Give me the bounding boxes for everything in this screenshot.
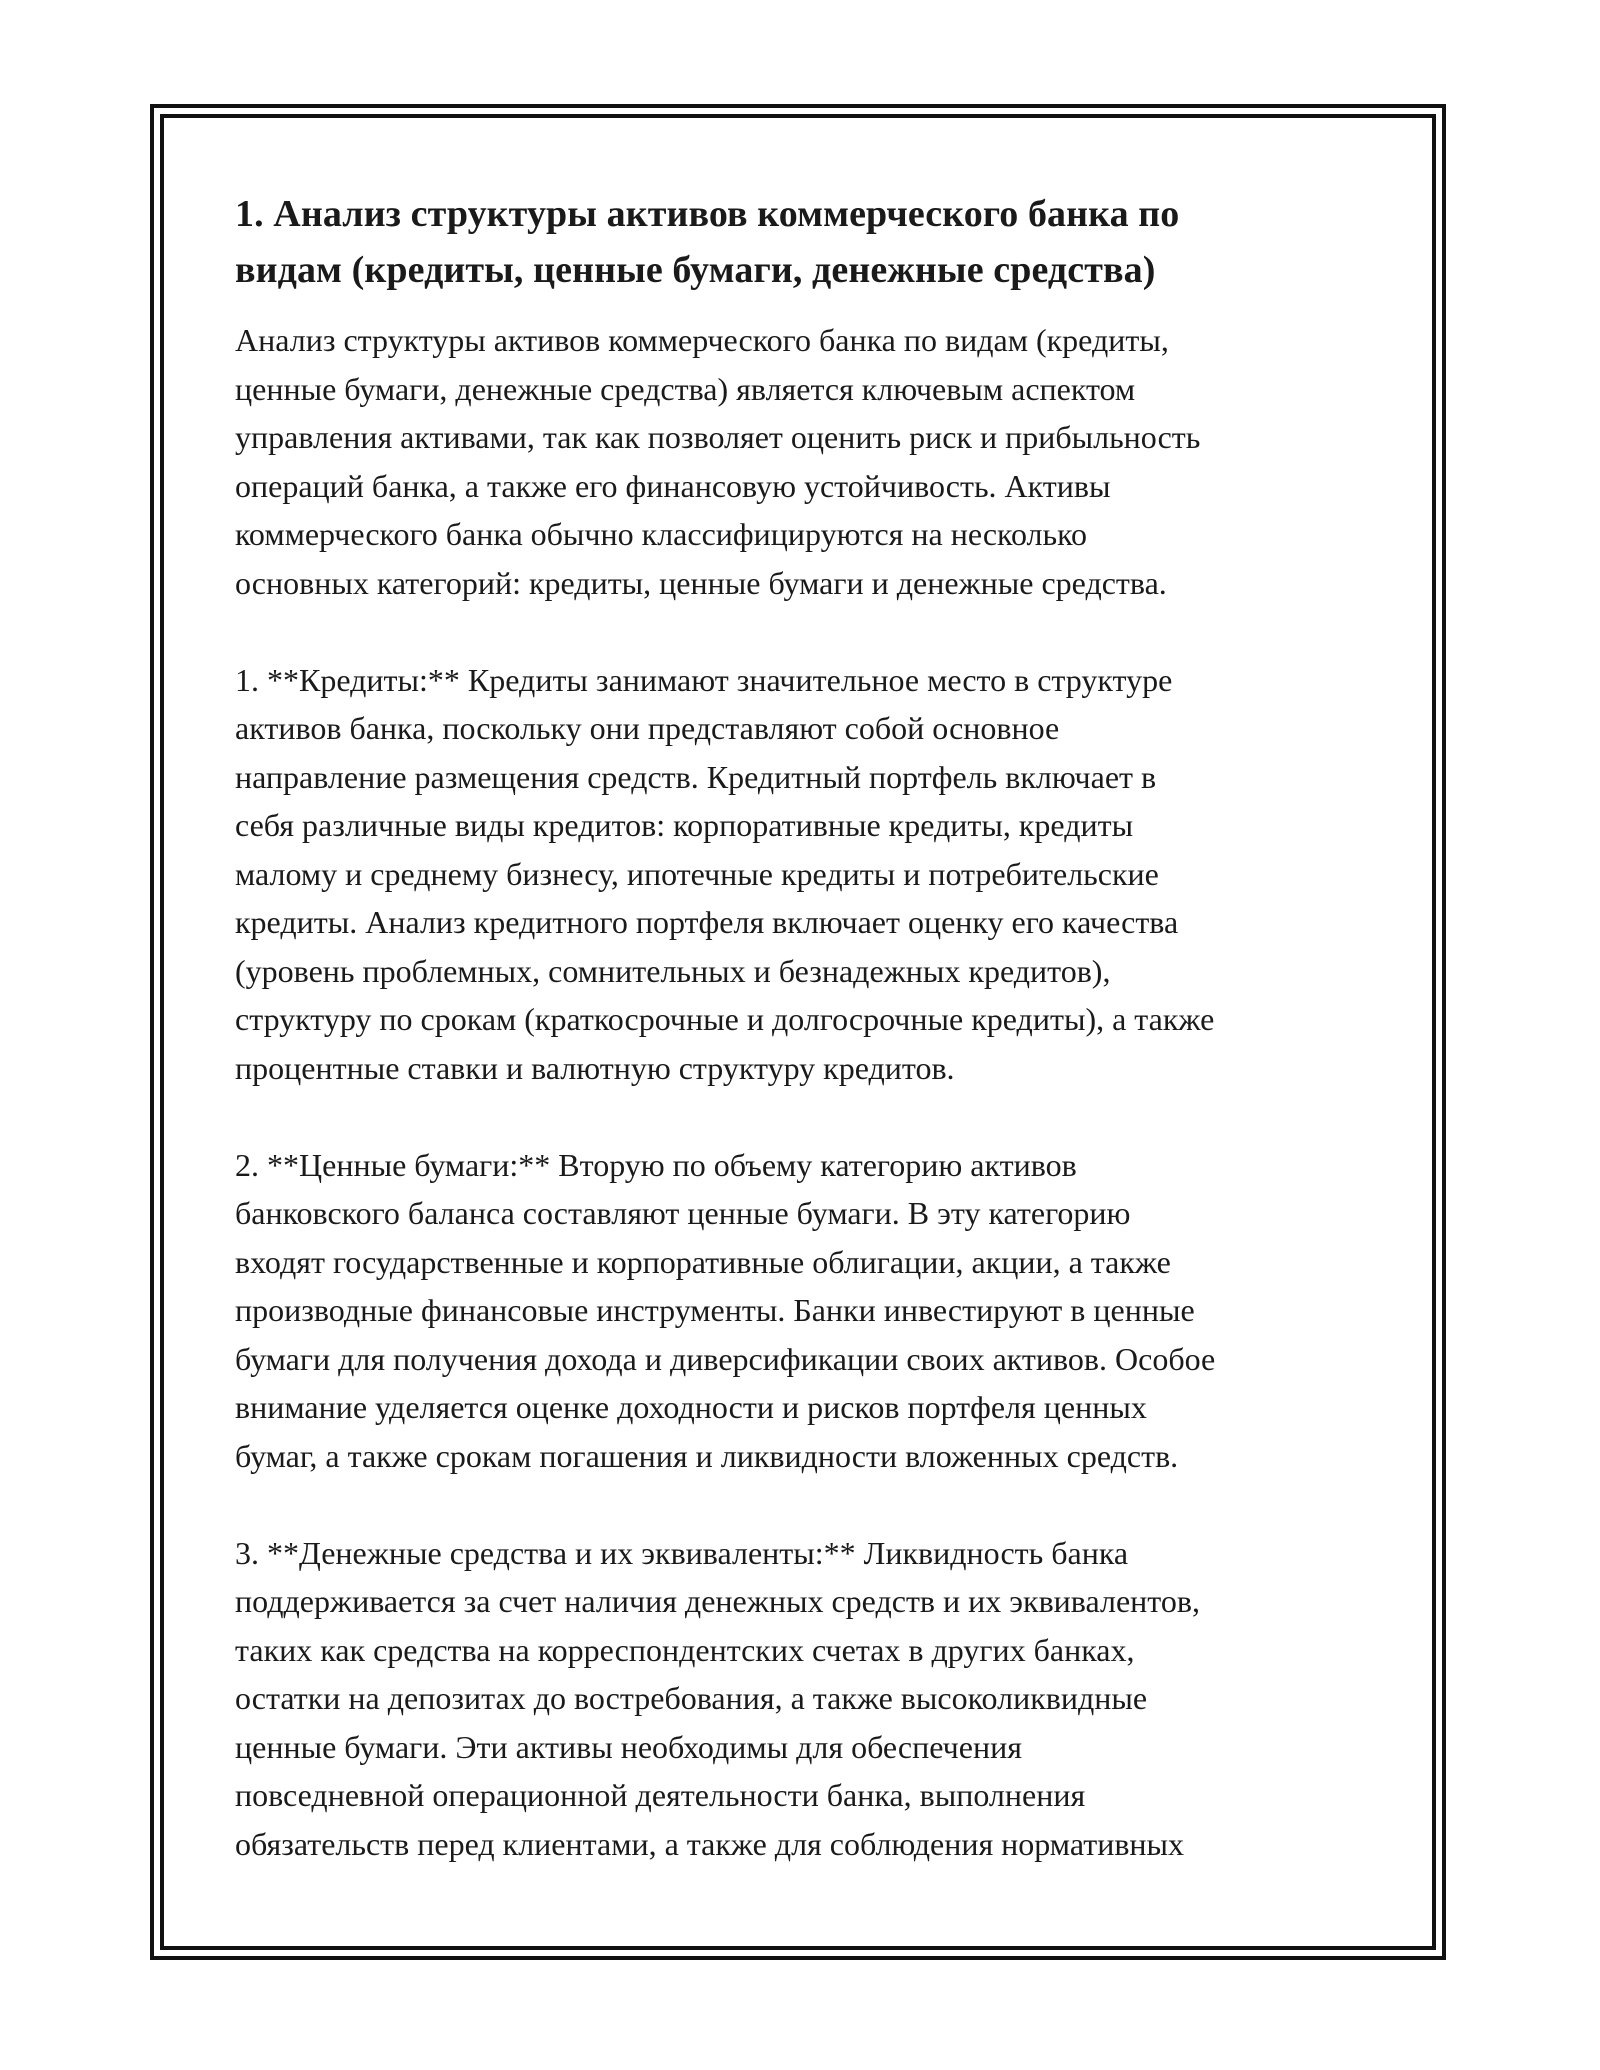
text-line: таких как средства на корреспондентских счетах в других банках, [235, 1631, 1135, 1668]
securities-paragraph [235, 1141, 1375, 1481]
text-line: кредиты. Анализ кредитного портфеля включает оценку его качества [235, 904, 1179, 940]
text-line: структуру по срокам (краткосрочные и долгосрочные кредиты), а также [235, 1001, 1215, 1037]
text-line: повседневной операционной деятельности банка, выполнения [235, 1777, 1086, 1813]
text-line: ценные бумаги. Эти активы необходимы для обеспечения [235, 1728, 1022, 1765]
heading-line: 1. Анализ структуры активов коммерческого банка по [235, 193, 1180, 235]
document-body [235, 186, 1375, 1868]
text-line: основных категорий: кредиты, ценные бумаги и денежные средства. [235, 564, 1167, 601]
text-line: входят государственные и корпоративные облигации, акции, а также [235, 1243, 1171, 1280]
credits-paragraph [235, 656, 1375, 1093]
text-line: внимание уделяется оценке доходности и рисков портфеля ценных [235, 1389, 1147, 1425]
text-line: управления активами, так как позволяет оценить риск и прибыльность [235, 419, 1201, 455]
text-line: ценные бумаги, денежные средства) является ключевым аспектом [235, 370, 1136, 407]
text-line: направление размещения средств. Кредитный портфель включает в [235, 758, 1157, 795]
text-line: бумаги для получения дохода и диверсификации своих активов. Особое [235, 1340, 1216, 1377]
text-line: банковского баланса составляют ценные бумаги. В эту категорию [235, 1195, 1131, 1231]
text-line: операций банка, а также его финансовую устойчивость. Активы [235, 467, 1111, 504]
text-line: себя различные виды кредитов: корпоративные кредиты, кредиты [235, 807, 1134, 843]
text-line: (уровень проблемных, сомнительных и безнадежных кредитов), [235, 952, 1111, 989]
text-line: производные финансовые инструменты. Банки инвестируют в ценные [235, 1292, 1195, 1328]
text-line: активов банка, поскольку они представляют собой основное [235, 710, 1060, 746]
text-line: процентные ставки и валютную структуру кредитов. [235, 1049, 955, 1086]
section-heading [235, 186, 1375, 298]
text-line: бумаг, а также срокам погашения и ликвидности вложенных средств. [235, 1437, 1179, 1474]
cash-paragraph [235, 1529, 1375, 1869]
text-line: остатки на депозитах до востребования, а также высоколиквидные [235, 1680, 1148, 1716]
text-line: 2. **Ценные бумаги:** Вторую по объему категорию активов [235, 1146, 1077, 1183]
heading-line: видам (кредиты, ценные бумаги, денежные средства) [235, 249, 1156, 291]
text-line: малому и среднему бизнесу, ипотечные кредиты и потребительские [235, 855, 1159, 892]
text-line: поддерживается за счет наличия денежных средств и их эквивалентов, [235, 1583, 1200, 1619]
text-line: обязательств перед клиентами, а также для соблюдения нормативных [235, 1825, 1185, 1862]
text-line: коммерческого банка обычно классифицируются на несколько [235, 516, 1087, 552]
text-line: 3. **Денежные средства и их эквиваленты:** Ликвидность банка [235, 1534, 1129, 1571]
intro-paragraph [235, 316, 1375, 607]
text-line: 1. **Кредиты:** Кредиты занимают значительное место в структуре [235, 661, 1173, 698]
text-line: Анализ структуры активов коммерческого банка по видам (кредиты, [235, 322, 1169, 358]
